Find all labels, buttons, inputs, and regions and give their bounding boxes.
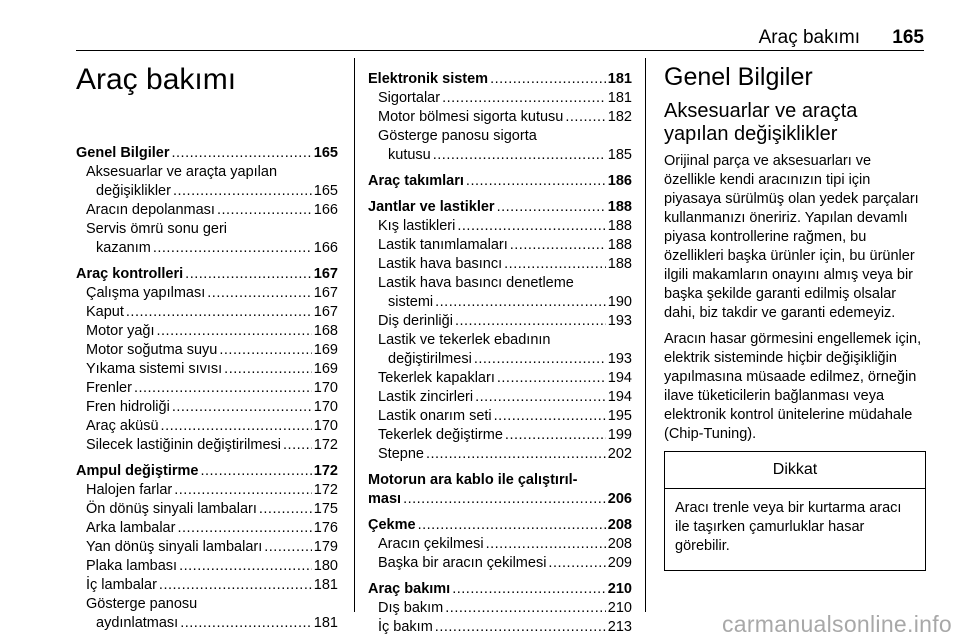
toc-entry[interactable] [368, 108, 632, 127]
toc-page-number: 170 [313, 399, 338, 415]
dot-leader [548, 554, 605, 573]
toc-page-number: 209 [607, 555, 632, 571]
dot-leader [565, 108, 605, 127]
dot-leader [474, 350, 606, 369]
toc-entry-label: Araç bakımı [368, 581, 451, 597]
dot-leader [497, 369, 606, 388]
dot-leader [259, 500, 312, 519]
toc-entry-label: Lastik zincirleri [378, 389, 474, 405]
toc-entry[interactable] [368, 554, 632, 573]
dot-leader [217, 201, 312, 220]
toc-page-number: 179 [313, 539, 338, 555]
toc-page-number: 208 [607, 536, 632, 552]
toc-entry-text: Aksesuarlar ve araçta yapılan [86, 164, 278, 180]
toc-entry[interactable] [368, 407, 632, 426]
dot-leader [283, 436, 312, 455]
dot-leader [224, 360, 312, 379]
toc-page-number: 195 [607, 408, 632, 424]
dot-leader [174, 481, 312, 500]
dot-leader [172, 398, 312, 417]
header-rule [76, 50, 924, 51]
toc-entry[interactable] [368, 217, 632, 236]
toc-entry-label: Stepne [378, 446, 424, 462]
dot-leader [486, 535, 606, 554]
dot-leader [418, 516, 606, 535]
toc-entry[interactable] [76, 201, 338, 220]
dot-leader [442, 89, 606, 108]
toc-entry[interactable] [76, 398, 338, 417]
toc-page-number: 188 [607, 256, 632, 272]
toc-entry-text: Servis ömrü sonu geri [86, 221, 228, 237]
toc-page-number: 199 [607, 427, 632, 443]
dot-leader [171, 144, 311, 163]
toc-section-entry[interactable] [76, 265, 338, 284]
dot-leader [179, 557, 312, 576]
toc-column-1 [76, 144, 338, 633]
toc-entry[interactable] [368, 535, 632, 554]
toc-entry[interactable] [368, 312, 632, 331]
dot-leader [200, 462, 311, 481]
toc-entry-label: Tekerlek değiştirme [378, 427, 503, 443]
toc-entry-label: Yıkama sistemi sıvısı [86, 361, 223, 377]
toc-entry[interactable] [368, 350, 632, 369]
toc-entry-label: Frenler [86, 380, 132, 396]
toc-entry-label: Ön dönüş sinyali lambaları [86, 501, 257, 517]
dot-leader [126, 303, 312, 322]
toc-page-number: 185 [607, 147, 632, 163]
toc-page-number: 165 [313, 145, 338, 161]
dot-leader [494, 407, 606, 426]
toc-entry-label: Yan dönüş sinyali lambaları [86, 539, 263, 555]
dot-leader [466, 172, 606, 191]
toc-section-entry[interactable] [368, 490, 632, 509]
toc-page-number: 166 [313, 240, 338, 256]
dot-leader [435, 293, 606, 312]
dot-leader [433, 146, 606, 165]
toc-entry-label: kazanım [96, 240, 151, 256]
notice-text: Aracı trenle veya bir kurtarma aracı ile taşırken çamurluklar hasar görebilir. [675, 500, 902, 554]
toc-page-number: 193 [607, 351, 632, 367]
dot-leader [134, 379, 312, 398]
dot-leader [180, 614, 312, 633]
toc-entry-label: Kaput [86, 304, 124, 320]
toc-section-entry[interactable] [368, 172, 632, 191]
dot-leader [490, 70, 606, 89]
toc-entry[interactable] [76, 436, 338, 455]
chapter-title: Araç bakımı [76, 63, 237, 96]
dot-leader [510, 236, 606, 255]
toc-entry-text: Motorun ara kablo ile çalıştırıl- [368, 472, 578, 488]
paragraph-2: Aracın hasar görmesini engellemek için, elektrik sisteminde hiçbir değişikliğin yapılmasına müsaade edilmez, örneğin ilave tüketicilerin bağlanması veya elektronik kontrol ünitelerine müdahale (Chip-Tuning). [664, 331, 922, 442]
toc-page-number: 188 [607, 237, 632, 253]
toc-page-number: 188 [607, 199, 632, 215]
toc-entry[interactable] [76, 417, 338, 436]
toc-entry-label: Elektronik sistem [368, 71, 489, 87]
toc-entry-label: Lastik onarım seti [378, 408, 492, 424]
toc-entry[interactable] [76, 519, 338, 538]
toc-page-number: 181 [313, 577, 338, 593]
toc-entry[interactable] [368, 89, 632, 108]
toc-page-number: 176 [313, 520, 338, 536]
dot-leader [177, 519, 311, 538]
toc-entry-label: aydınlatması [96, 615, 179, 631]
toc-entry[interactable] [368, 599, 632, 618]
toc-entry[interactable] [368, 445, 632, 464]
toc-section-entry[interactable] [76, 462, 338, 481]
toc-entry-label: Diş derinliği [378, 313, 453, 329]
toc-entry-label: Motor yağı [86, 323, 155, 339]
toc-column-2 [368, 70, 632, 637]
toc-entry-label: Arka lambalar [86, 520, 176, 536]
dot-leader [457, 217, 605, 236]
toc-entry-label: Halojen farlar [86, 482, 173, 498]
toc-entry-label: Araç aküsü [86, 418, 159, 434]
toc-page-number: 194 [607, 389, 632, 405]
dot-leader [403, 490, 606, 509]
toc-entry-label: değişiklikler [96, 183, 171, 199]
dot-leader [455, 312, 606, 331]
toc-page-number: 167 [313, 285, 338, 301]
dot-leader [426, 445, 606, 464]
toc-entry[interactable] [76, 614, 338, 633]
toc-entry[interactable] [76, 538, 338, 557]
dot-leader [185, 265, 312, 284]
toc-entry[interactable] [76, 379, 338, 398]
page-header [76, 28, 924, 48]
toc-entry-text: Lastik ve tekerlek ebadının [378, 332, 551, 348]
toc-entry[interactable] [76, 182, 338, 201]
toc-entry[interactable] [76, 360, 338, 379]
toc-entry-label: Silecek lastiğinin değiştirilmesi [86, 437, 282, 453]
toc-entry[interactable] [368, 293, 632, 312]
toc-entry-label: Araç kontrolleri [76, 266, 184, 282]
toc-entry-label: Aracın çekilmesi [378, 536, 484, 552]
toc-page-number: 169 [313, 342, 338, 358]
toc-section-entry[interactable] [368, 70, 632, 89]
toc-entry-label: Fren hidroliği [86, 399, 170, 415]
dot-leader [157, 322, 312, 341]
toc-page-number: 210 [607, 600, 632, 616]
dot-leader [207, 284, 312, 303]
toc-page-number: 181 [607, 71, 632, 87]
toc-page-number: 188 [607, 218, 632, 234]
toc-page-number: 170 [313, 418, 338, 434]
toc-page-number: 193 [607, 313, 632, 329]
toc-entry-label: Dış bakım [378, 600, 444, 616]
toc-entry-text: Gösterge panosu [86, 596, 198, 612]
toc-section-entry[interactable] [76, 144, 338, 163]
toc-page-number: 180 [313, 558, 338, 574]
dot-leader [475, 388, 606, 407]
toc-entry[interactable] [368, 255, 632, 274]
dot-leader [264, 538, 312, 557]
toc-page-number: 182 [607, 109, 632, 125]
toc-page-number: 208 [607, 517, 632, 533]
dot-leader [153, 239, 312, 258]
toc-page-number: 175 [313, 501, 338, 517]
toc-page-number: 186 [607, 173, 632, 189]
section-subtitle: Aksesuarlar ve araçta yapılan değişiklikler [664, 100, 858, 145]
toc-entry-label: Jantlar ve lastikler [368, 199, 495, 215]
toc-entry-label: Lastik tanımlamaları [378, 237, 508, 253]
toc-page-number: 181 [607, 90, 632, 106]
toc-section-entry[interactable] [368, 198, 632, 217]
toc-entry[interactable] [76, 576, 338, 595]
toc-entry-text: Gösterge panosu sigorta [378, 128, 537, 144]
toc-entry-label: ması [368, 491, 402, 507]
toc-entry-label: Tekerlek kapakları [378, 370, 495, 386]
toc-entry[interactable] [368, 236, 632, 255]
toc-page-number: 168 [313, 323, 338, 339]
toc-page-number: 172 [313, 437, 338, 453]
toc-entry-label: Lastik hava basıncı [378, 256, 503, 272]
toc-entry-label: Çekme [368, 517, 416, 533]
notice-title: Dikkat [665, 452, 925, 489]
toc-entry[interactable] [368, 426, 632, 445]
toc-page-number: 172 [313, 482, 338, 498]
toc-page-number: 194 [607, 370, 632, 386]
toc-entry-label: Başka bir aracın çekilmesi [378, 555, 547, 571]
toc-entry[interactable] [76, 303, 338, 322]
toc-entry[interactable] [76, 239, 338, 258]
column-divider-2 [645, 58, 646, 612]
toc-entry[interactable] [76, 500, 338, 519]
toc-page-number: 172 [313, 463, 338, 479]
dot-leader [504, 255, 606, 274]
toc-entry-label: Motor soğutma suyu [86, 342, 218, 358]
toc-page-number: 190 [607, 294, 632, 310]
watermark-text: carmanualsonline.info [721, 611, 952, 637]
toc-entry-label: Ampul değiştirme [76, 463, 199, 479]
toc-entry-label: Sigortalar [378, 90, 441, 106]
toc-entry-label: Genel Bilgiler [76, 145, 170, 161]
toc-entry-label: Plaka lambası [86, 558, 178, 574]
header-title: Araç bakımı [758, 27, 860, 48]
toc-entry-label: Aracın depolanması [86, 202, 215, 218]
toc-page-number: 210 [607, 581, 632, 597]
toc-entry-label: kutusu [388, 147, 431, 163]
toc-entry-label: Araç takımları [368, 173, 464, 189]
toc-entry[interactable] [368, 369, 632, 388]
toc-entry[interactable] [76, 322, 338, 341]
dot-leader [161, 417, 312, 436]
toc-entry[interactable] [76, 284, 338, 303]
column-divider-1 [354, 58, 355, 612]
toc-entry-label: Kış lastikleri [378, 218, 456, 234]
toc-entry[interactable] [368, 618, 632, 637]
toc-page-number: 167 [313, 266, 338, 282]
dot-leader [173, 182, 312, 201]
section-title: Genel Bilgiler [664, 63, 813, 91]
toc-page-number: 206 [607, 491, 632, 507]
toc-entry-label: Çalışma yapılması [86, 285, 206, 301]
content-column [664, 62, 926, 571]
toc-page-number: 181 [313, 615, 338, 631]
dot-leader [435, 618, 606, 637]
toc-page-number: 170 [313, 380, 338, 396]
paragraph-1: Orijinal parça ve aksesuarları ve özellikle kendi aracınızın tipi için piyasaya sürülmüş olan yedek parçaları kullanmanızı öneririz. Yapılan devamlı piyasa kontrollerine rağmen, bu özellikleri başka ürünler için, bu ürünler ilgili makamların onayını almış veya bir başka şekilde garanti edilmiş olsalar dahi, biz takdir ve garanti edemeyiz. [664, 153, 919, 321]
dot-leader [219, 341, 311, 360]
toc-entry-label: sistemi [388, 294, 434, 310]
toc-entry[interactable] [76, 341, 338, 360]
toc-section-entry[interactable] [368, 580, 632, 599]
toc-entry-label: Motor bölmesi sigorta kutusu [378, 109, 564, 125]
dot-leader [159, 576, 312, 595]
toc-entry[interactable] [368, 146, 632, 165]
toc-page-number: 169 [313, 361, 338, 377]
toc-entry[interactable] [76, 481, 338, 500]
dot-leader [445, 599, 606, 618]
notice-box [664, 451, 926, 571]
toc-page-number: 165 [313, 183, 338, 199]
toc-page-number: 166 [313, 202, 338, 218]
toc-entry-label: değiştirilmesi [388, 351, 472, 367]
toc-section-entry[interactable] [368, 516, 632, 535]
toc-page-number: 202 [607, 446, 632, 462]
toc-page-number: 167 [313, 304, 338, 320]
toc-entry-label: İç bakım [378, 619, 433, 635]
dot-leader [452, 580, 606, 599]
toc-entry[interactable] [76, 557, 338, 576]
dot-leader [497, 198, 606, 217]
toc-entry-label: İç lambalar [86, 577, 157, 593]
toc-page-number: 213 [607, 619, 632, 635]
dot-leader [505, 426, 606, 445]
page-number: 165 [892, 27, 924, 48]
toc-entry-text: Lastik hava basıncı denetleme [378, 275, 574, 291]
toc-entry[interactable] [368, 388, 632, 407]
